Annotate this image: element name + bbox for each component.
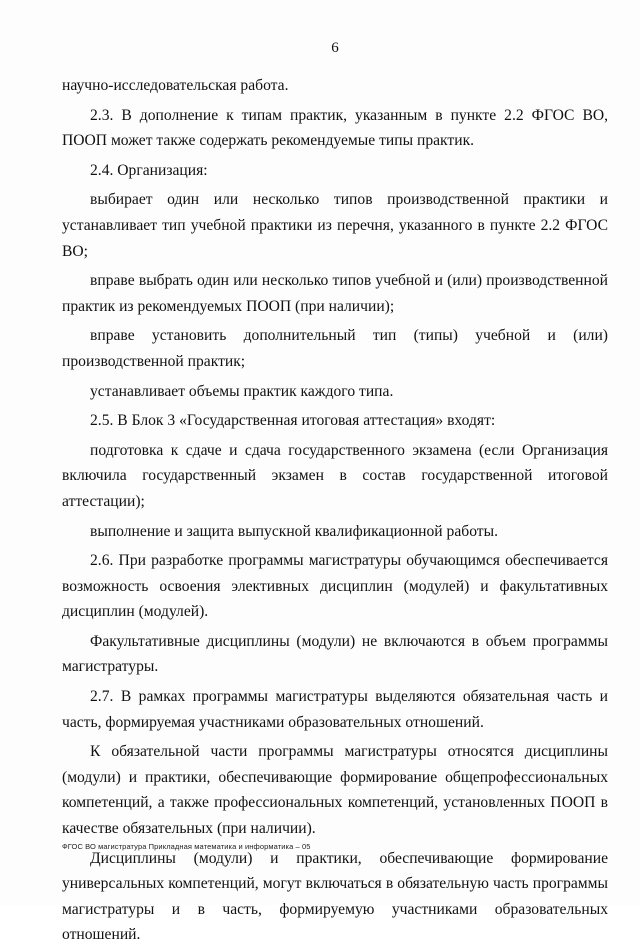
document-body — [62, 73, 608, 948]
paragraph-2-6: 2.6. При разработке программы магистратуры обучающимся обеспечивается возможность освоения элективных дисциплин (модулей) и факультативных дисциплин (модулей). — [62, 552, 608, 621]
paragraph-2-4-item-3: вправе установить дополнительный тип (типы) учебной и (или) производственной практик; — [62, 327, 608, 370]
paragraph-2-7: 2.7. В рамках программы магистратуры выделяются обязательная часть и часть, формируемая участниками образовательных отношений. — [62, 688, 608, 731]
page-number: 6 — [331, 40, 339, 56]
paragraph-2-4-item-2: вправе выбрать один или несколько типов учебной и (или) производственной практик из рекомендуемых ПООП (при наличии); — [62, 272, 608, 315]
paragraph-2-5-item-1: подготовка к сдаче и сдача государственного экзамена (если Организация включила государственный экзамен в состав государственной итоговой аттестации); — [62, 441, 608, 510]
paragraph-2-4-item-1: выбирает один или несколько типов производственной практики и устанавливает тип учебной практики из перечня, указанного в пункте 2.2 ФГОС ВО; — [62, 191, 608, 260]
paragraph-2-4: 2.4. Организация: — [90, 161, 208, 179]
paragraph-2-7-universal: Дисциплины (модули) и практики, обеспечивающие формирование универсальных компетенций, могут включаться в обязательную часть программы магистратуры и в часть, формируемую участниками образовательных отношений. — [62, 849, 608, 944]
paragraph-2-6-note: Факультативные дисциплины (модули) не включаются в объем программы магистратуры. — [62, 632, 608, 676]
paragraph-2-5-item-2: выполнение и защита выпускной квалификационной работы. — [90, 522, 498, 540]
paragraph-2-7-mandatory: К обязательной части программы магистратуры относятся дисциплины (модули) и практики, обеспечивающие формирование общепрофессиональных компетенций, а также профессиональных компетенций, установленных ПООП в качестве обязательных (при наличии). — [62, 743, 608, 838]
paragraph-continuation: научно-исследовательская работа. — [62, 77, 289, 94]
page-footer: ФГОС ВО магистратура Прикладная математика и информатика – 05 — [62, 842, 311, 851]
paragraph-2-4-item-4: устанавливает объемы практик каждого типа. — [90, 382, 394, 400]
paragraph-2-3: 2.3. В дополнение к типам практик, указанным в пункте 2.2 ФГОС ВО, ПООП может также содержать рекомендуемые типы практик. — [62, 106, 608, 150]
paragraph-2-5: 2.5. В Блок 3 «Государственная итоговая аттестация» входят: — [90, 412, 496, 430]
